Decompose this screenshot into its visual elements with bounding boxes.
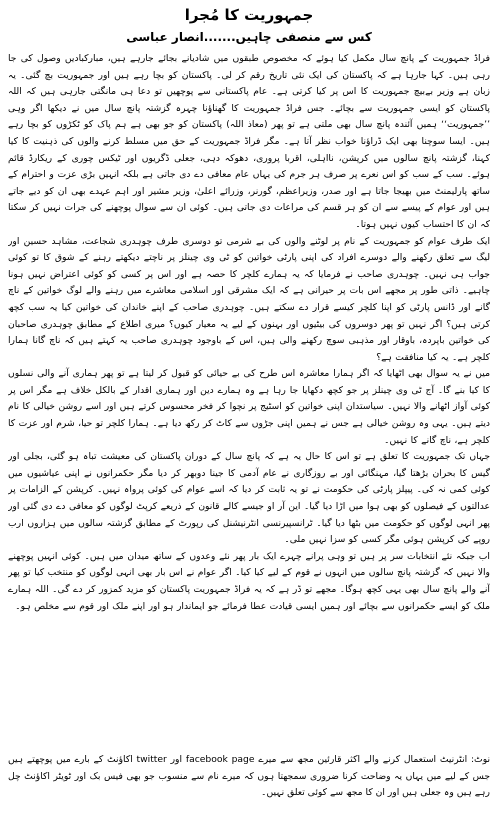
article-paragraph: فراڈ جمہوریت کے پانچ سال مکمل کیا ہوئے کہ مخصوص طبقوں میں شادیانے بجائے جارہے ہیں، مبارکبادیں وصول کی جا رہی ہیں۔ کہا جارہا ہے کہ پاکستان کی ایک نئی تاریخ رقم کر لی۔ پاکستان کو بچا رہے ہیں اور جمہوریت بچ گئی۔ یہ زبان ہے وزیر بےبیچ جمہوریت کا اس پر کیا کرتی ہے۔ عام پاکستانی سے پوچھیں تو دعا ہی مانگتی جارہی ہیں کہ اللہ پاکستان کو ایسی جمہوریت سے بچائے۔ جس فراڈ جمہوریت کا گھناؤنا چہرہ گزشتہ پانچ سال میں نے دیکھا اگر وہی ’’جمہوریت‘‘ ہمیں آئندہ پانچ سال بھی ملتی ہے تو پھر (معاذ اللہ) پاکستان کو جو بھی ہے ہم پاک کو ٹکڑوں کو بچا رہے ہیں۔ ایسا سوچنا بھی ایک ڈراؤنا خواب نظر آتا ہے۔ مگر فراڈ جمہوریت کے حق میں مسلط کرنے والوں کی ذہنیت کا کیا کہنا، گزشتہ پانچ سالوں میں کرپشن، نااہلی، اقربا پروری، دھوکہ دہی، جعلی ڈگریوں اور ٹیکس چوری کے ریکارڈ قائم ہوئے۔ سب کے سب کو اس نعرے پر صرف ہر جرم کی یہاں عام معافی دے دی جاتی ہے بلکہ انہیں بڑی عزت و احترام کے ساتھ پارلیمنٹ میں بھیجا جاتا ہے اور صدر، وزیراعظم، گورنر، وزرائے اعلیٰ، وزیر مشیر اور اہم عہدے بھی ان کو دیے جاتے ہیں اور عوام کے پیسے سے ان کو ہر قسم کی مراعات دی جاتی ہیں۔ کوئی ان سے سوال پوچھنے کی جرات نہیں کر سکتا کہ ان کا احتساب کیوں نہیں ہوتا۔	[8, 53, 490, 230]
article-body	[8, 51, 490, 748]
note-connector: اور	[170, 754, 183, 765]
article-paragraph: اب جبکہ نئے انتخابات سر پر ہیں تو وہی پرانے چہرے ایک بار پھر نئے وعدوں کے ساتھ میدان میں ہیں۔ کوئی انہیں پوچھنے والا نہیں کہ گزشتہ پانچ سالوں میں انہوں نے قوم کے لیے کیا کیا۔ اگر عوام نے اس بار بھی انہی لوگوں کو منتخب کیا تو پھر آنے والے پانچ سال بھی یہی کچھ ہوگا۔ مجھے تو ڈر ہے کہ یہ فراڈ جمہوریت پاکستان کو مزید کمزور کر دے گی۔ اللہ ہمارے ملک کو ایسے حکمرانوں سے بچائے اور ہمیں ایسی قیادت عطا فرمائے جو ایماندار ہو اور اپنے ملک اور قوم سے مخلص ہو۔	[8, 550, 490, 612]
article-paragraph: ایک طرف عوام کو جمہوریت کے نام پر لوٹنے والوں کی بے شرمی تو دوسری طرف چوہدری شجاعت، مشاہد حسین اور لیگ سے تعلق رکھنے والے دوسرے افراد کی اپنی پارٹی خواتین کو ٹی وی چینلز پر ناچتے دیکھتے رہنے کے شوق کا تو کوئی جواب ہی نہیں۔ چوہدری صاحب نے فرمایا کہ یہ ہمارے کلچر کا حصہ ہے اور اس پر کسی کو کوئی اعتراض نہیں ہونا چاہیے۔ ذاتی طور پر مجھے اس بات پر حیرانی ہے کہ ایک مشرقی اور اسلامی معاشرے میں رہنے والے لوگ خواتین کے ناچ گانے اور ڈانس پارٹی کو اپنا کلچر کیسے قرار دے سکتے ہیں۔ چوہدری صاحب کے اپنے خاندان کی خواتین کیا یہ سب کچھ کرتی ہیں؟ اگر نہیں تو پھر دوسروں کی بیٹیوں اور بہنوں کے لیے یہ معیار کیوں؟ میری اطلاع کے مطابق چوہدری صاحبان کی خواتین باپردہ، باوقار اور مذہبی سوچ رکھنے والی ہیں، اس کے باوجود چوہدری صاحب یہ کہتے ہیں کہ ناچ گانا ہمارا کلچر ہے۔ یہ کیا منافقت ہے؟	[8, 235, 490, 363]
article-title: جمہوریت کا مُجرا	[184, 6, 314, 24]
author-note	[8, 752, 490, 818]
twitter-link[interactable]: twitter	[136, 754, 167, 765]
article-paragraph: جہاں تک جمہوریت کا تعلق ہے تو اس کا حال یہ ہے کہ پانچ سال کے دوران پاکستان کی معیشت تباہ ہو گئی، بجلی اور گیس کا بحران بڑھتا گیا، مہنگائی اور بے روزگاری نے عام آدمی کا جینا دوبھر کر دیا مگر حکمرانوں نے اپنی عیاشیوں میں کوئی کمی نہ کی۔ پیپلز پارٹی کی حکومت نے تو یہ ثابت کر دیا کہ اسے عوام کی کوئی پرواہ نہیں۔ کرپشن کے الزامات پر عدالتوں کے فیصلوں کو بھی ہوا میں اڑا دیا گیا۔ این آر او جیسے کالے قانون کے ذریعے کرپٹ لوگوں کو معافی دے دی گئی اور پھر انہی لوگوں کو حکومت میں بٹھا دیا گیا۔ ٹرانسپیرنسی انٹرنیشنل کی رپورٹ کے مطابق گزشتہ سالوں میں ہزاروں ارب روپے کی کرپشن ہوئی مگر کسی کو سزا نہیں ملی۔	[8, 451, 490, 546]
article-paragraph: میں نے یہ سوال بھی اٹھایا کہ اگر ہمارا معاشرہ اس طرح کی بے حیائی کو قبول کر لیتا ہے تو پھر ہماری آنے والی نسلوں کا کیا بنے گا۔ آج ٹی وی چینلز پر جو کچھ دکھایا جا رہا ہے وہ ہمارے دین اور ہماری اقدار کے بالکل خلاف ہے مگر اس پر کوئی آواز اٹھانے والا نہیں۔ سیاستدان اپنی خواتین کو اسٹیج پر نچوا کر فخر محسوس کرتے ہیں اور اسے روشن خیالی کا نام دیتے ہیں۔ یہی وہ روشن خیالی ہے جس نے ہمیں اپنی جڑوں سے کاٹ کر رکھ دیا ہے۔ ہمارا کلچر تو حیا، شرم اور عزت کا کلچر ہے، ناچ گانے کا نہیں۔	[8, 368, 490, 446]
note-body: اکاؤنٹ کے بارے میں پوچھتے ہیں جس کے لیے میں یہاں یہ وضاحت کرنا ضروری سمجھتا ہوں کہ میرے نام سے منسوب جو بھی فیس بک اور ٹویٹر اکاؤنٹ چل رہے ہیں وہ جعلی ہیں اور ان کا مجھ سے کوئی تعلق نہیں۔	[8, 754, 490, 799]
note-prefix: نوٹ: انٹرنیٹ استعمال کرنے والے اکثر قارئین مجھ سے میرے	[258, 754, 490, 765]
facebook-page-link[interactable]: facebook page	[185, 754, 255, 765]
article-byline: کس سے منصفی چاہیں.......انصار عباسی	[126, 30, 372, 44]
